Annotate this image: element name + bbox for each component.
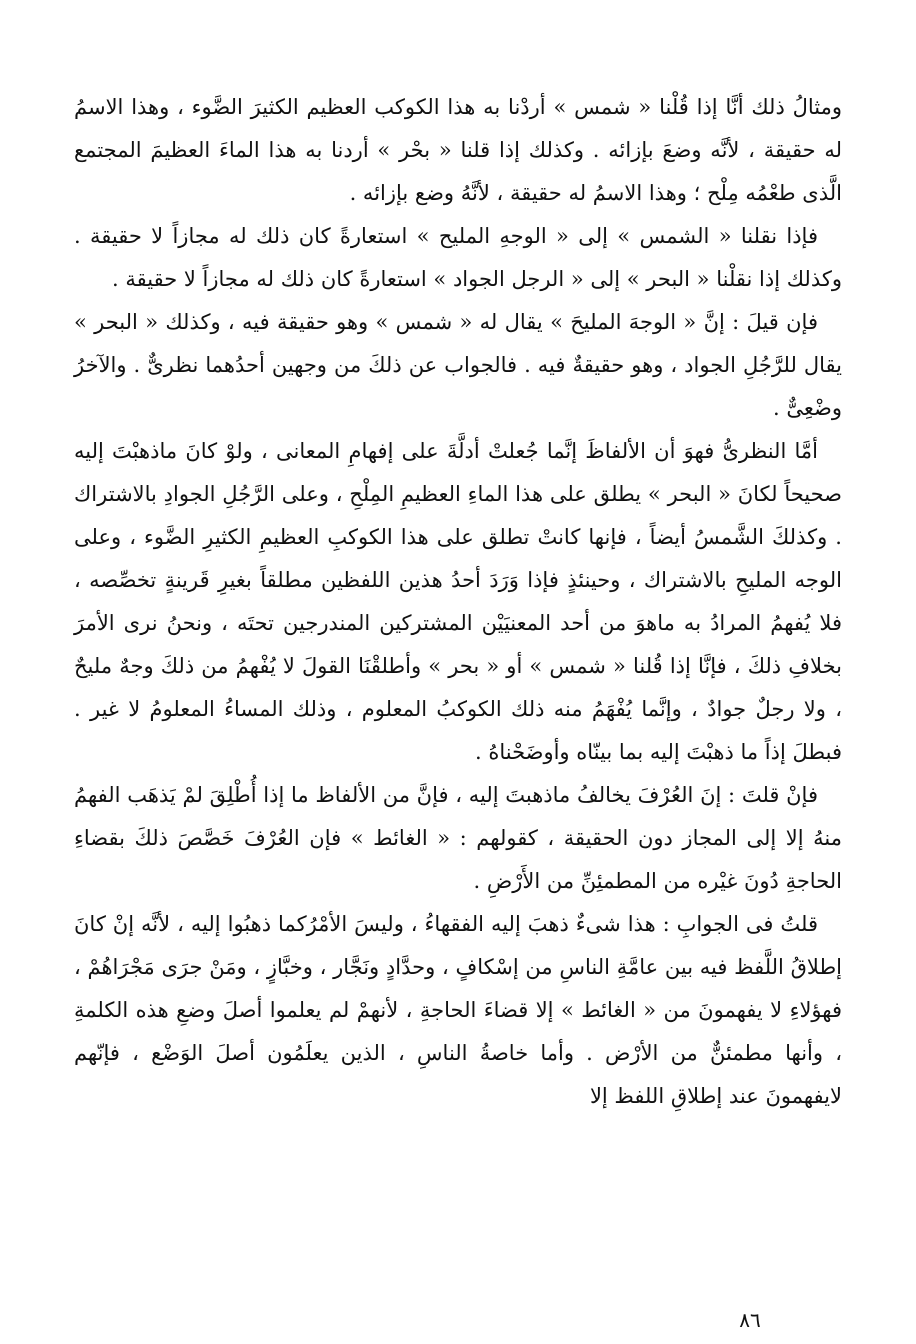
paragraph-transfer: فإذا نقلنا « الشمس » إلى « الوجهِ المليح » استعارةً كان ذلك له مجازاً لا حقيقة . وكذلك إذا نقلْنا « البحر » إلى « الرجل الجواد » استعارةً كان ذلك له مجازاً لا حقيقة .: [74, 224, 842, 291]
page-number: ٨٦: [739, 1308, 761, 1332]
paragraph-custom-objection: فإنْ قلتَ : إنَ العُرْفَ يخالفُ ماذهبتَ إليه ، فإنَّ من الألفاظ ما إذا أُطْلِقَ لمْ يَذهَب الفهمُ منهُ إلا إلى المجاز دون الحقيقة ، كقولهم : « الغائط » فإن العُرْفَ خَصَّصَ ذلكَ بقضاءِ الحاجةِ دُونَ غيْره من المطمئِنِّ من الأَرْضِ .: [74, 783, 842, 893]
body-text: [74, 86, 842, 1118]
paragraph-theoretical-answer: أمَّا النظرىُّ فهوَ أن الألفاظَ إنَّما جُعلتْ أدلَّةَ على إفهامِ المعانى ، ولوْ كانَ ماذهبْتَ إليه صحيحاً لكانَ « البحر » يطلق على هذا الماءِ العظيمِ المِلْحِ ، وعلى الرَّجُلِ الجوادِ بالاشتراك . وكذلكَ الشَّمسُ أيضاً ، فإنها كانتْ تطلق على هذا الكوكبِ العظيمِ الكثيرِ الضَّوء ، وعلى الوجه المليحِ بالاشتراك ، وحينئذٍ فإذا وَرَدَ أحدُ هذين اللفظين مطلقاً بغيرِ قَرينةٍ تخصِّصه ، فلا يُفهمُ المرادُ به ماهوَ من أحد المعنيَيْن المشتركين المندرجين تحتَه ، ونحنُ نرى الأمرَ بخلافِ ذلكَ ، فإنَّا إذا قُلنا « شمس » أو « بحر » وأطلقْنَا القولَ لا يُفْهمُ من ذلكَ وجهٌ مليحٌ ، ولا رجلٌ جوادٌ ، وإنَّما يُفْهَمُ منه ذلك الكوكبُ المعلوم ، وذلك المساءُ المعلومُ لا غير . فبطلَ إذاً ما ذهبْتَ إليه بما بينّاه وأوضَحْناهُ .: [74, 439, 842, 764]
paragraph-example: ومثالُ ذلك أنَّا إذا قُلْنا « شمس » أردْنا به هذا الكوكب العظيم الكثيرَ الضَّوء ، وهذا الاسمُ له حقيقة ، لأنَّه وضعَ بإزائه . وكذلك إذا قلنا « بحْر » أردنا به هذا الماءَ العظيمَ المجتمع الَّذى طعْمُه مِلْح ؛ وهذا الاسمُ له حقيقة ، لأنَّهُ وضع بإزائه .: [74, 95, 842, 205]
paragraph-objection: فإن قيلَ : إنَّ « الوجهَ المليحَ » يقال له « شمس » وهو حقيقة فيه ، وكذلك « البحر » يقال للرَّجُلِ الجواد ، وهو حقيقةٌ فيه . فالجواب عن ذلكَ من وجهين أحدُهما نظرىٌّ . والآخرُ وضْعِىٌّ .: [74, 310, 842, 420]
paragraph-reply: قلتُ فى الجوابِ : هذا شىءٌ ذهبَ إليه الفقهاءُ ، وليسَ الأمْرُكما ذهبُوا إليه ، لأنَّه إنْ كانَ إطلاقُ اللَّفظ فيه بين عامَّةِ الناسِ من إسْكافٍ ، وحدَّادٍ ونَجَّار ، وخبَّازٍ ، ومَنْ جرَى مَجْرَاهُمْ ، فهؤلاءِ لا يفهمونَ من « الغائط » إلا قضاءَ الحاجةِ ، لأنهمْ لم يعلموا أصلَ وضعِ هذه الكلمةِ ، وأنها مطمئنٌّ من الأرْض . وأما خاصةُ الناسِ ، الذين يعلَمُون أصلَ الوَضْع ، فإنّهم لايفهمونَ عند إطلاقِ اللفظ إلا: [74, 912, 842, 1108]
